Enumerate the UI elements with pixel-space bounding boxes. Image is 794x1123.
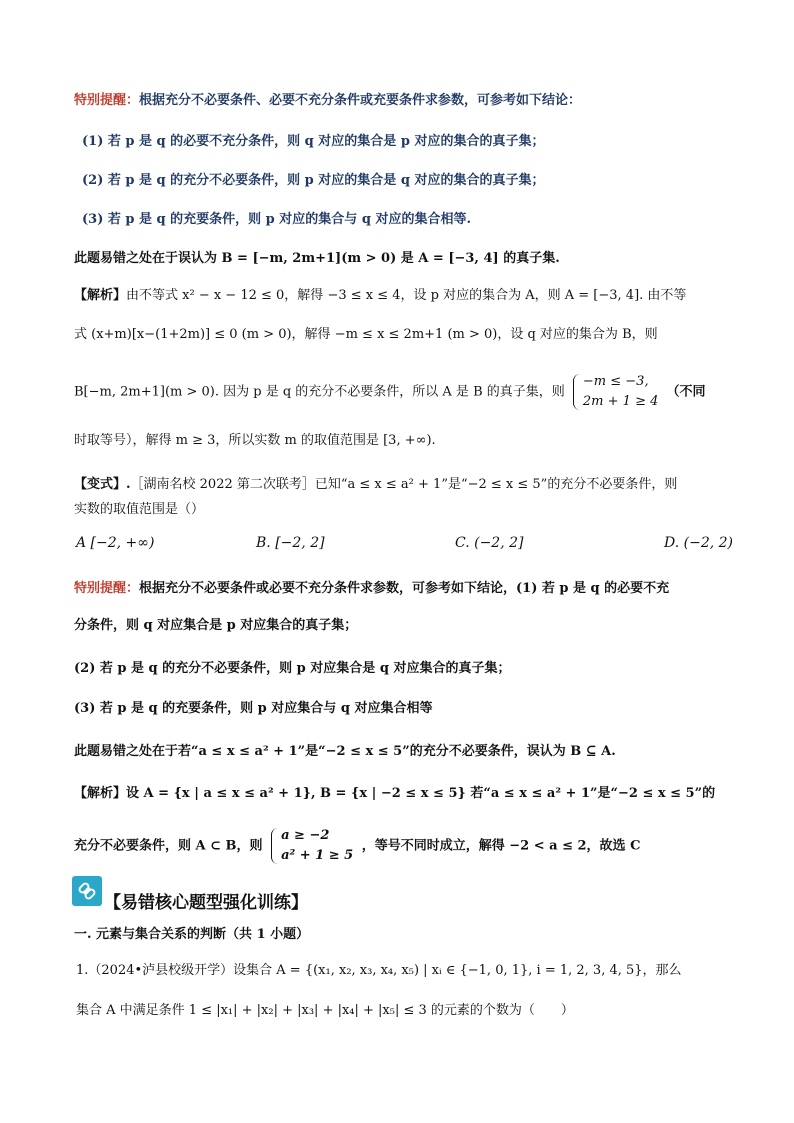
analysis2-system-row-2: a² + 1 ≥ 5 bbox=[281, 848, 354, 863]
analysis1-label: 【解析】 bbox=[74, 288, 127, 303]
tip2-label: 特别提醒： bbox=[74, 581, 140, 596]
variant-label: 【变式】. bbox=[74, 477, 131, 492]
tip1-error-note: 此题易错之处在于误认为 B = [−m, 2m+1](m > 0) 是 A = [−3, 4] 的真子集. bbox=[74, 251, 560, 266]
analysis1-tail: （不同 bbox=[666, 384, 706, 400]
analysis2-text-2a: 充分不必要条件，则 A ⊂ B，则 bbox=[74, 838, 263, 854]
analysis2-text-1: 设 A = {x | a ≤ x ≤ a² + 1}, B = {x | −2 ≤ x ≤ 5} 若“a ≤ x ≤ a² + 1”是“−2 ≤ x ≤ 5”的 bbox=[126, 786, 716, 801]
analysis1-text-1: 由不等式 x² − x − 12 ≤ 0，解得 −3 ≤ x ≤ 4，设 p 对应的集合为 A，则 A = [−3, 4]. 由不等 bbox=[126, 288, 687, 303]
tip1-heading bbox=[74, 92, 754, 110]
tip2-line-2: 分条件，则 q 对应集合是 p 对应集合的真子集； bbox=[74, 618, 358, 633]
tip2-error-note: 此题易错之处在于若“a ≤ x ≤ a² + 1”是“−2 ≤ x ≤ 5”的充分不必要条件，误认为 B ⊆ A. bbox=[74, 744, 616, 759]
tip2-item-3: (3) 若 p 是 q 的充要条件，则 p 对应集合与 q 对应集合相等 bbox=[74, 701, 433, 716]
analysis1-line-3 bbox=[74, 372, 754, 412]
analysis2-text-2b: ，等号不同时成立，解得 −2 < a ≤ 2，故选 C bbox=[361, 838, 641, 854]
analysis1-system-row-1: −m ≤ −3, bbox=[582, 374, 649, 389]
analysis1-line-4: 时取等号），解得 m ≥ 3，所以实数 m 的取值范围是 [3, +∞). bbox=[74, 433, 436, 448]
analysis2-line-1 bbox=[74, 785, 754, 803]
variant-line-1 bbox=[74, 476, 754, 494]
problem1-line-2: 集合 A 中满足条件 1 ≤ |x₁| + |x₂| + |x₃| + |x₄| + |x₅| ≤ 3 的元素的个数为（ ） bbox=[76, 1003, 574, 1018]
analysis1-system bbox=[573, 372, 658, 412]
analysis1-text-3: B[−m, 2m+1](m > 0). 因为 p 是 q 的充分不必要条件，所以 A 是 B 的真子集，则 bbox=[74, 384, 565, 400]
analysis1-line-1 bbox=[74, 287, 754, 305]
analysis2-system-row-1: a ≥ −2 bbox=[281, 828, 330, 843]
tip2-text-1: 根据充分不必要条件或必要不充分条件求参数，可参考如下结论，(1) 若 p 是 q 的必要不充 bbox=[139, 581, 670, 596]
option-a: A [−2, +∞) bbox=[76, 535, 155, 551]
analysis2-system bbox=[271, 826, 353, 866]
analysis1-line-2: 式 (x+m)[x−(1+2m)] ≤ 0 (m > 0)，解得 −m ≤ x ≤ 2m+1 (m > 0)，设 q 对应的集合为 B，则 bbox=[74, 327, 658, 342]
tip2-item-2: (2) 若 p 是 q 的充分不必要条件，则 p 对应集合是 q 对应集合的真子集； bbox=[74, 661, 511, 676]
option-d: D. (−2, 2) bbox=[664, 535, 733, 551]
link-icon bbox=[72, 876, 102, 906]
tip1-item-1: (1) 若 p 是 q 的必要不充分条件，则 q 对应的集合是 p 对应的集合的真子集； bbox=[82, 134, 545, 149]
tip1-text: 根据充分不必要条件、必要不充分条件或充要条件求参数，可参考如下结论： bbox=[139, 93, 582, 108]
section-title: 【易错核心题型强化训练】 bbox=[104, 893, 308, 913]
variant-text-1: ［湖南名校 2022 第二次联考］已知“a ≤ x ≤ a² + 1”是“−2 ≤ x ≤ 5”的充分不必要条件，则 bbox=[130, 477, 678, 492]
tip1-item-3: (3) 若 p 是 q 的充要条件，则 p 对应的集合与 q 对应的集合相等. bbox=[82, 212, 471, 227]
option-b: B. [−2, 2] bbox=[256, 535, 325, 551]
section-subtitle: 一. 元素与集合关系的判断（共 1 小题） bbox=[74, 927, 310, 942]
tip1-label: 特别提醒： bbox=[74, 93, 140, 108]
analysis2-line-2 bbox=[74, 826, 754, 866]
tip1-item-2: (2) 若 p 是 q 的充分不必要条件，则 p 对应的集合是 q 对应的集合的真子集； bbox=[82, 173, 545, 188]
analysis2-label: 【解析】 bbox=[74, 786, 127, 801]
variant-line-2: 实数的取值范围是（） bbox=[74, 502, 205, 517]
option-c: C. (−2, 2] bbox=[455, 535, 524, 551]
analysis1-system-row-2: 2m + 1 ≥ 4 bbox=[582, 394, 659, 409]
tip2-line-1 bbox=[74, 580, 754, 598]
problem1-line-1: 1.（2024•泸县校级开学）设集合 A = {(x₁, x₂, x₃, x₄, x₅) | xᵢ ∈ {−1, 0, 1}, i = 1, 2, 3, 4, 5}，那么 bbox=[76, 963, 682, 978]
